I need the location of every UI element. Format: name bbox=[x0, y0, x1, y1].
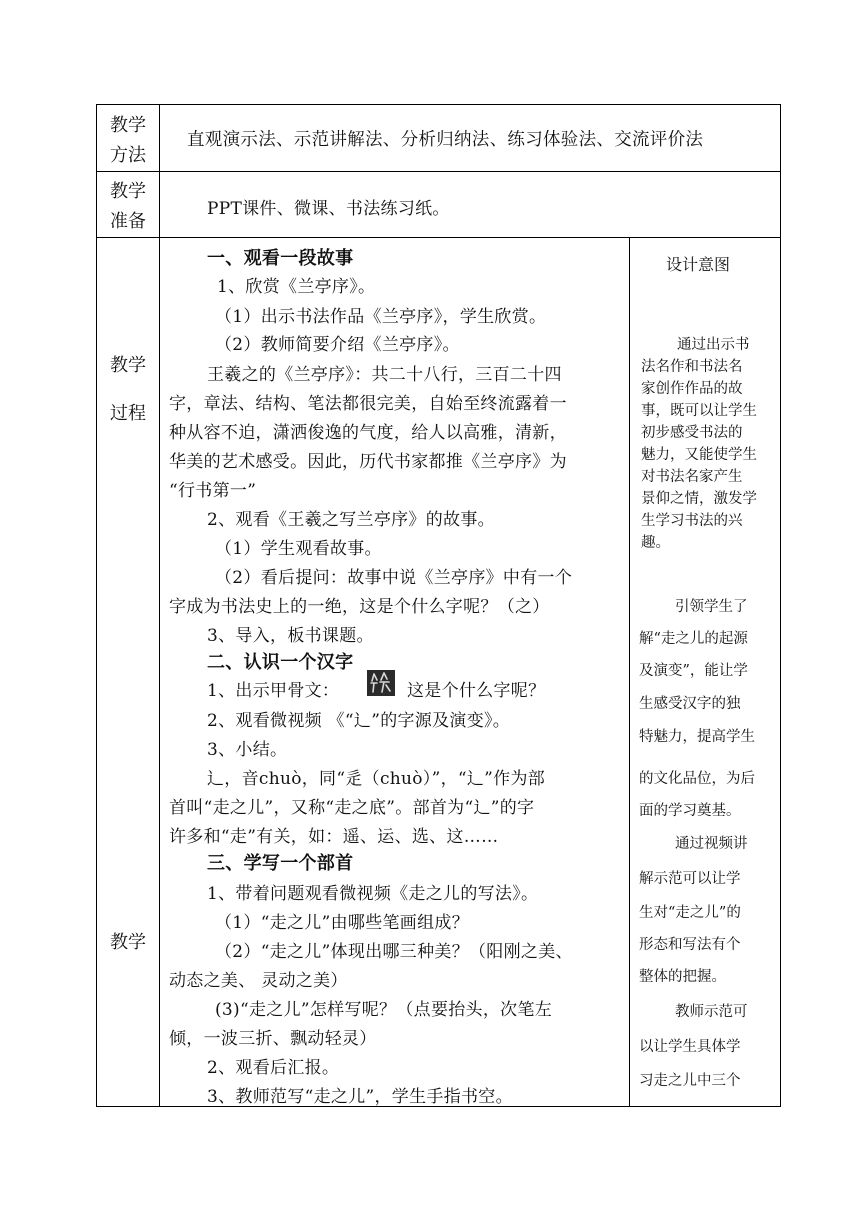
process-label: 教学 过程 bbox=[110, 355, 146, 424]
table-divider-1 bbox=[96, 171, 781, 172]
process-line: 种从容不迫，潇洒俊逸的气度，给人以高雅，清新， bbox=[169, 423, 567, 443]
design-intent-line: 生感受汉字的独 bbox=[639, 696, 741, 712]
side-column-divider bbox=[629, 237, 630, 1107]
process-line: （2）“走之儿”体现出哪三种美？（阳刚之美、 bbox=[215, 942, 573, 962]
table-border-right bbox=[780, 104, 781, 1107]
section-heading-character: 二、认识一个汉字 bbox=[207, 652, 354, 673]
process-line: 2、观看后汇报。 bbox=[207, 1058, 340, 1078]
process-line: （2）教师简要介绍《兰亭序》。 bbox=[215, 335, 460, 355]
design-intent-line: 事，既可以让学生 bbox=[641, 403, 757, 419]
design-intent-line: 趣。 bbox=[641, 535, 670, 551]
process-line: “行书第一” bbox=[169, 481, 257, 501]
design-intent-line: 整体的把握。 bbox=[639, 969, 726, 985]
section-heading-story: 一、观看一段故事 bbox=[207, 248, 354, 269]
process-line: 辶，音chuò，同“辵（chuò）”，“辶”作为部 bbox=[207, 769, 546, 789]
design-intent-line: 及演变”，能让学 bbox=[639, 663, 748, 679]
design-intent-line: 生对“走之儿”的 bbox=[639, 905, 741, 921]
design-intent-line: 通过出示书 bbox=[677, 337, 750, 353]
process-line: （1）“走之儿”由哪些笔画组成？ bbox=[215, 913, 469, 933]
design-intent-line: 面的学习奠基。 bbox=[639, 803, 741, 819]
process-line: 1、带着问题观看微视频《走之儿的写法》。 bbox=[207, 884, 539, 904]
process-line: 3、教师范写“走之儿”，学生手指书空。 bbox=[207, 1087, 513, 1107]
design-intent-line: 法名作和书法名 bbox=[641, 359, 743, 375]
design-intent-line: 引领学生了 bbox=[675, 599, 748, 615]
design-intent-line: 解“走之儿的起源 bbox=[639, 631, 748, 647]
design-intent-line: 解示范可以让学 bbox=[639, 871, 741, 887]
process-line: 倾，一波三折、飘动轻灵） bbox=[169, 1029, 377, 1049]
process-line: 1、欣赏《兰亭序》。 bbox=[217, 277, 376, 297]
design-intent-line: 生学习书法的兴 bbox=[641, 513, 743, 529]
process-line: 首叫“走之儿”，又称“走之底”。部首为“辶”的字 bbox=[169, 798, 535, 818]
method-label: 教学 方法 bbox=[110, 115, 146, 166]
process-line: 王羲之的《兰亭序》：共二十八行，三百二十四 bbox=[207, 365, 562, 385]
table-border-top bbox=[96, 104, 781, 105]
oracle-bone-glyph-icon bbox=[367, 670, 395, 696]
process-line: 动态之美、 灵动之美） bbox=[169, 971, 348, 991]
process-line: 字，章法、结构、笔法都很完美，自始至终流露着一 bbox=[169, 394, 567, 414]
design-intent-title: 设计意图 bbox=[666, 255, 731, 274]
design-intent-line: 教师示范可 bbox=[675, 1004, 748, 1020]
process-line: 华美的艺术感受。因此，历代书家都推《兰亭序》为 bbox=[169, 452, 567, 472]
label-column-divider bbox=[159, 104, 160, 1107]
process-line: (3)“走之儿”怎样写呢？（点要抬头，次笔左 bbox=[215, 1000, 553, 1020]
method-content: 直观演示法、示范讲解法、分析归纳法、练习体验法、交流评价法 bbox=[187, 130, 704, 150]
table-divider-2 bbox=[96, 237, 781, 238]
design-intent-line: 景仰之情，激发学 bbox=[641, 491, 757, 507]
preparation-label: 教学 准备 bbox=[110, 181, 146, 232]
process-line: 3、导入，板书课题。 bbox=[207, 626, 374, 646]
design-intent-line: 的文化品位，为后 bbox=[639, 771, 755, 787]
process-line: 3、小结。 bbox=[207, 740, 288, 760]
process-line: （1）学生观看故事。 bbox=[215, 539, 382, 559]
process-line: 许多和“走”有关，如：遥、运、选、这…… bbox=[169, 827, 499, 847]
process-line: 2、观看《王羲之写兰亭序》的故事。 bbox=[207, 510, 495, 530]
process-line: （1）出示书法作品《兰亭序》，学生欣赏。 bbox=[215, 307, 547, 327]
design-intent-line: 家创作作品的故 bbox=[641, 381, 743, 397]
design-intent-line: 通过视频讲 bbox=[675, 836, 748, 852]
process-line: （2）看后提问：故事中说《兰亭序》中有一个 bbox=[215, 568, 573, 588]
design-intent-line: 特魅力，提高学生 bbox=[639, 729, 755, 745]
design-intent-line: 初步感受书法的 bbox=[641, 425, 743, 441]
section-heading-radical: 三、学写一个部首 bbox=[207, 853, 354, 874]
process-line: 1、出示甲骨文： bbox=[207, 681, 340, 701]
process-line: 2、观看微视频 《“辶”的字源及演变》。 bbox=[207, 711, 511, 731]
design-intent-line: 魅力，又能使学生 bbox=[641, 447, 757, 463]
preparation-content: PPT课件、微课、书法练习纸。 bbox=[207, 199, 450, 219]
oracle-bone-glyph-icon-svg bbox=[367, 670, 395, 696]
design-intent-line: 以让学生具体学 bbox=[639, 1039, 741, 1055]
design-intent-line: 对书法名家产生 bbox=[641, 469, 743, 485]
process-line: 这是个什么字呢？ bbox=[407, 681, 546, 701]
design-intent-line: 习走之儿中三个 bbox=[639, 1073, 741, 1089]
process-line: 字成为书法史上的一绝，这是个什么字呢？（之） bbox=[169, 597, 550, 617]
design-intent-line: 形态和写法有个 bbox=[639, 937, 741, 953]
process-label-continued: 教学 bbox=[110, 932, 146, 953]
